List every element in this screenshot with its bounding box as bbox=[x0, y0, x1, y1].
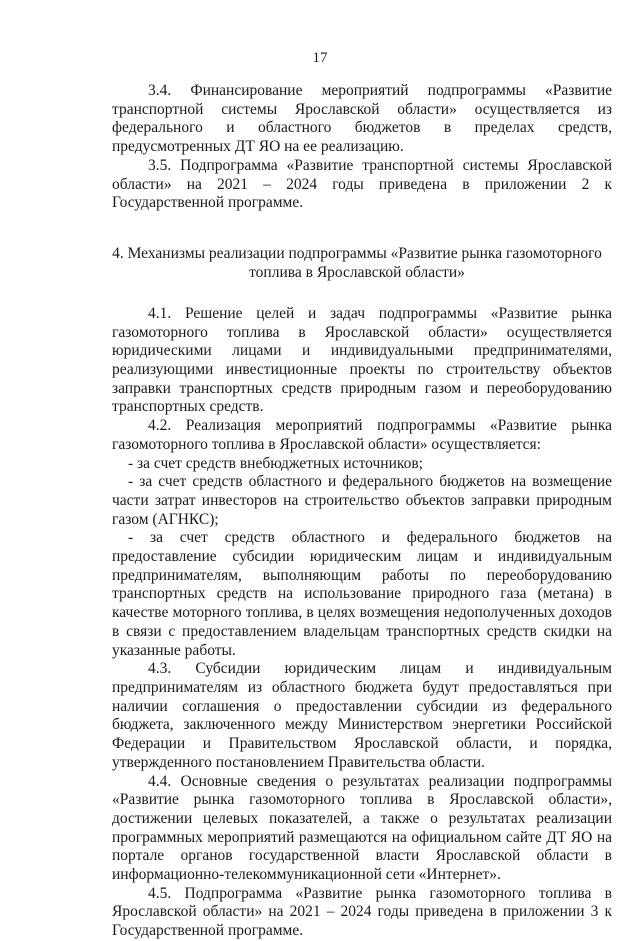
paragraph-4-2: 4.2. Реализация мероприятий подпрограммы «Развитие рынка газомоторного топлива в Ярославской области» осуществляется: bbox=[112, 417, 612, 453]
paragraph-4-1: 4.1. Решение целей и задач подпрограммы «Развитие рынка газомоторного топлива в Ярославской области» осуществляется юридическими лицами и индивидуальными предпринимателями, реализующими инвестиционные проекты по строительству объектов заправки транспортных средств природным газом и переоборудованию транспортных средств. bbox=[112, 304, 612, 416]
paragraph-4-3: 4.3. Субсидии юридическим лицам и индивидуальным предпринимателям из областного бюджета будут предоставляться при наличии соглашения о предоставлении субсидии из федерального бюджета, заключенного между Министерством энергетики Российской Федерации и Правительством Ярославской области, и порядка, утвержденного постановлением Правительства области. bbox=[112, 660, 612, 771]
list-item-agnks: - за счет средств областного и федерального бюджетов на возмещение части затрат инвесторов на строительство объектов заправки природным газом (АГНКС); bbox=[112, 473, 612, 528]
paragraph-3-4: 3.4. Финансирование мероприятий подпрограммы «Развитие транспортной системы Ярославской области» осуществляется из федерального и областного бюджетов в пределах средств, предусмотренных ДТ ЯО на ее реализацию. bbox=[112, 82, 612, 156]
list-item-subsidy: - за счет средств областного и федерального бюджетов на предоставление субсидии юридическим лицам и индивидуальным предпринимателям, выполняющим работы по переоборудованию транспортных средств на использование природного газа (метана) в качестве моторного топлива, в целях возмещения недополученных доходов в связи с предоставлением владельцам транспортных средств скидки на указанные работы. bbox=[112, 529, 612, 659]
paragraph-4-4: 4.4. Основные сведения о результатах реализации подпрограммы «Развитие рынка газомоторного топлива в Ярославской области», достижении целевых показателей, а также о результатах реализации программных мероприятий размещаются на официальном сайте ДТ ЯО на портале органов государственной власти Ярославской области в информационно-телекоммуникационной сети «Интернет». bbox=[112, 772, 612, 884]
page-number: 17 bbox=[312, 50, 328, 66]
document-body bbox=[112, 82, 612, 941]
paragraph-3-5: 3.5. Подпрограмма «Развитие транспортной системы Ярославской области» на 2021 – 2024 годы приведена в приложении 2 к Государственной программе. bbox=[112, 156, 612, 212]
section-4-heading: 4. Механизмы реализации подпрограммы «Развитие рынка газомоторного топлива в Ярославской области» bbox=[112, 244, 602, 282]
paragraph-4-5: 4.5. Подпрограмма «Развитие рынка газомоторного топлива в Ярославской области» на 2021 – 2024 годы приведена в приложении 3 к Государственной программе. bbox=[112, 884, 612, 940]
list-item-extrabudgetary: - за счет средств внебюджетных источников; bbox=[128, 454, 423, 472]
